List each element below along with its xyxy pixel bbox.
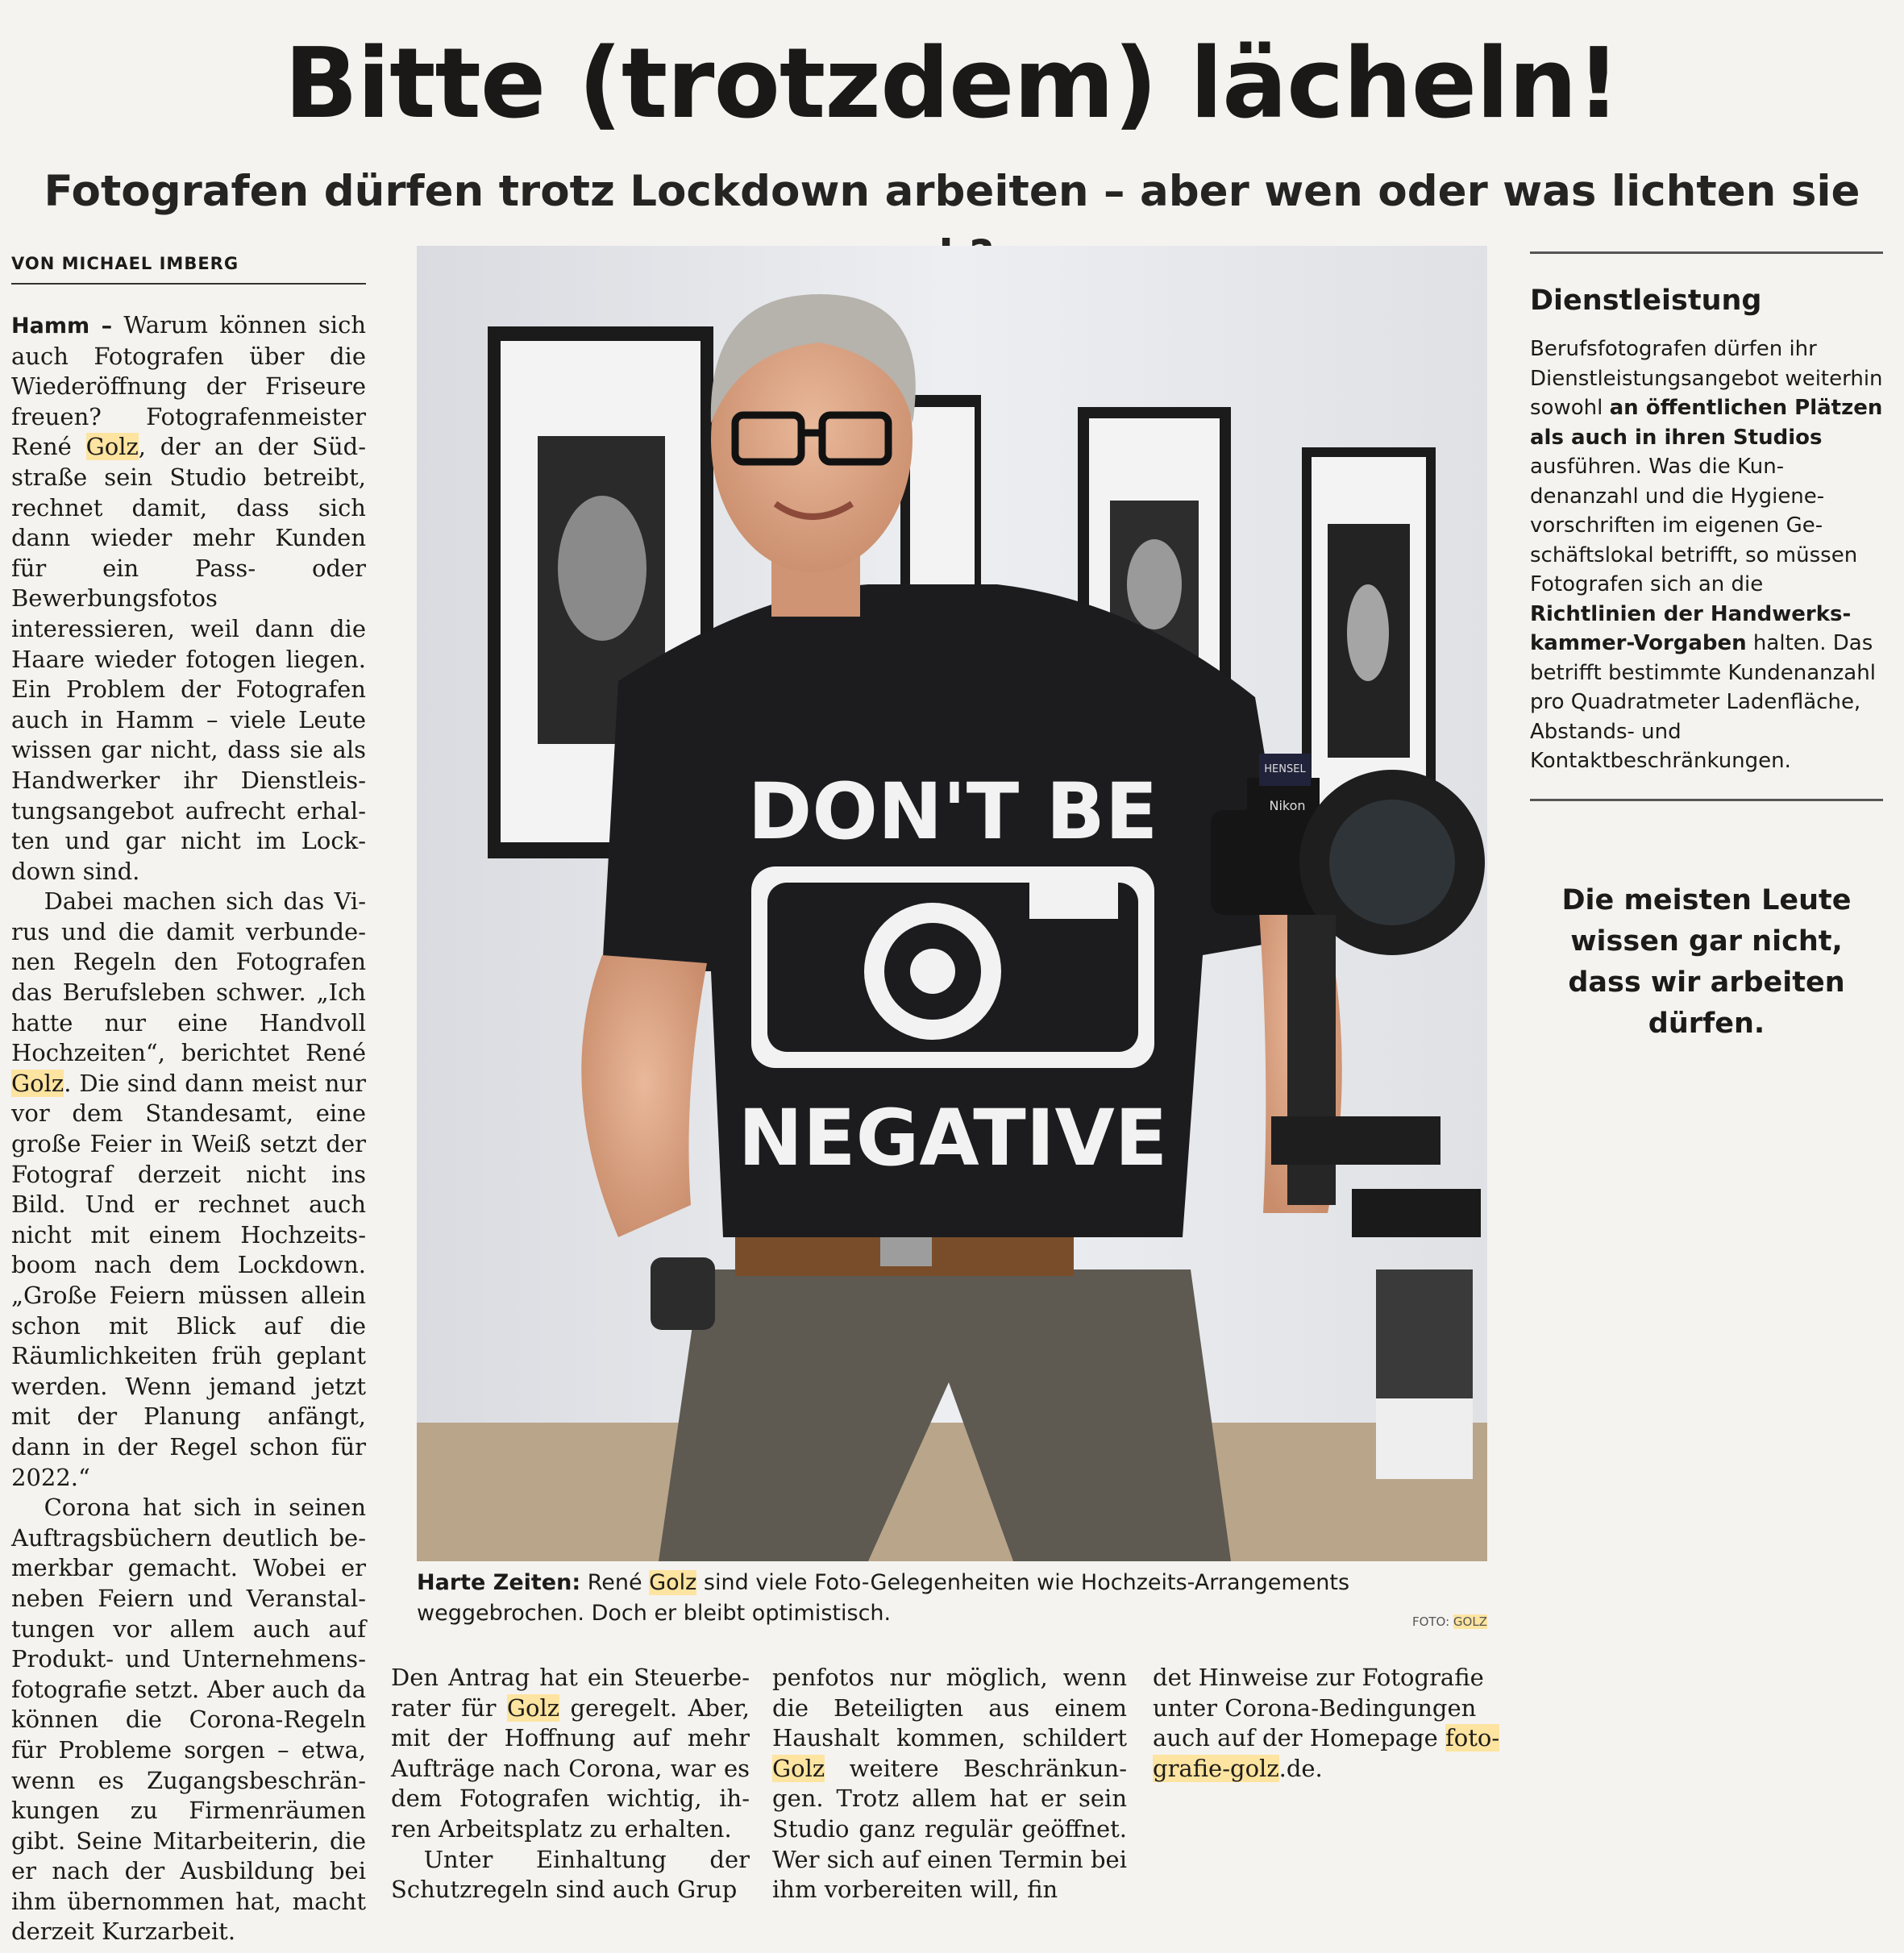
portrait-photo	[417, 246, 1487, 1561]
highlighted-name: GOLZ	[1453, 1614, 1487, 1629]
info-box-title: Dienstleistung	[1530, 285, 1762, 317]
article-paragraph-5-end	[1153, 1663, 1507, 1784]
photo-caption	[417, 1568, 1487, 1629]
article-paragraph-5: Unter Einhaltung der Schutzregeln sind auch Grup	[391, 1845, 750, 1904]
bin	[1376, 1390, 1473, 1479]
article-paragraph-1	[11, 310, 366, 887]
photo-credit	[1386, 1614, 1487, 1629]
text-span: ausführen. Was die Kundenanzahl und die Hygienevorschriften im eigenen Geschäftslokal betrifft, so müssen Fotografen sich an die	[1530, 455, 1858, 596]
pull-quote: Die meisten Leute wissen gar nicht, dass wir arbeiten dürfen.	[1561, 884, 1852, 1040]
flash-brand-label: HENSEL	[1264, 763, 1306, 775]
camera-graphic-icon	[751, 866, 1154, 1068]
dateline: Hamm –	[11, 314, 113, 339]
bold-text: an öffentlichen Plätzen als auch in ihren Studios	[1530, 396, 1883, 450]
text-span: , der an der Südstraße sein Studio betreibt, rechnet damit, dass sich dann wieder mehr Kunden für ein Pass- oder Bewerbungsfotos interessieren, weil dann die Haare wieder fotogen liegen. Ein Problem der Fotografen auch in Hamm – viele Leute wissen gar nicht, dass sie als Handwerker ihr Dienstleistungsangebot aufrecht erhalten und gar nicht im Lockdown sind.	[11, 433, 366, 885]
text-span: penfotos nur möglich, wenn die Beteiligten aus einem Haushalt kommen, schildert	[772, 1664, 1127, 1752]
text-span: Berufsfotografen dürfen ihr Dienstleistungsangebot weiterhin sowohl	[1530, 337, 1883, 420]
article-column-3	[772, 1663, 1127, 1905]
photo-illustration	[417, 246, 1487, 1561]
article-column-2	[391, 1663, 750, 1905]
shirt-print-line2: NEGATIVE	[738, 1093, 1168, 1183]
text-span: FOTO:	[1411, 1614, 1453, 1629]
text-span: geregelt. Aber, mit der Hoffnung auf mehr Aufträge nach Corona, war es dem Fotografen wichtig, ihren Arbeitsplatz zu erhalten.	[391, 1693, 750, 1843]
text-span: .de.	[1278, 1754, 1323, 1782]
article-column-4	[1153, 1663, 1507, 1784]
article-paragraph-3: Corona hat sich in seinen Auftragsbüchern deutlich bemerkbar gemacht. Wobei er neben Feiern und Veranstaltungen vor allem auch auf Produkt- und Unternehmensfotografie setzt. Aber auch da können die Corona-Regeln für Probleme sorgen – etwa, wenn es Zugangsbeschränkungen zu Firmenräumen gibt. Seine Mitarbeiterin, die er nach der Ausbildung bei ihm übernommen hat, macht derzeit Kurzarbeit.	[11, 1494, 366, 1946]
info-box	[1530, 251, 1883, 801]
caption-lead: Harte Zeiten:	[417, 1570, 581, 1595]
text-span: René	[580, 1570, 650, 1595]
article-paragraph-4	[391, 1663, 750, 1845]
article-column-1	[11, 310, 366, 1947]
text-span: weitere Beschränkungen. Trotz allem hat er sein Studio ganz regulär geöffnet. Wer sich auf einen Termin bei ihm vorbereiten will, fin	[772, 1754, 1127, 1904]
highlighted-name: Golz	[506, 1693, 560, 1722]
shirt-print-line1: DON'T BE	[747, 767, 1158, 857]
text-span: Dabei machen sich das Virus und die damit verbundenen Regeln den Fotografen das Berufsleben schwer. „Ich hatte nur eine Handvoll Hochzeiten“, berichtet René	[11, 887, 366, 1067]
highlighted-name: Golz	[11, 1069, 64, 1097]
text-span: . Die sind dann meist nur vor dem Standesamt, eine große Feier in Weiß setzt der Fotograf derzeit nicht ins Bild. Und er rechnet auch nicht mit einem Hochzeitsboom nach dem Lockdown. „Große Feiern müssen allein schon mit Blick auf die Räumlichkeiten früh geplant werden. Wenn jemand jetzt mit der Planung anfängt, dann in der Regel schon für 2022.“	[11, 1069, 366, 1491]
article-paragraph-5-cont	[772, 1663, 1127, 1905]
highlighted-name: Golz	[772, 1754, 825, 1782]
camera-brand-label: Nikon	[1269, 798, 1306, 813]
text-span: halten. Das betrifft bestimmte Kundenanzahl pro Quadratmeter Ladenfläche, Abstands- und Kontaktbeschränkungen.	[1530, 631, 1876, 773]
text-span: sind viele Foto-Gelegenheiten wie Hochzeits-Arrangements weggebrochen. Doch er bleibt optimistisch.	[417, 1570, 1350, 1626]
homepage-link[interactable]: fotografie-golz	[1153, 1724, 1500, 1782]
bold-text: Richtlinien der Handwerkskammer-Vorgaben	[1530, 601, 1852, 655]
wristwatch	[651, 1257, 715, 1330]
info-box-text	[1530, 335, 1883, 776]
text-span: Den Antrag hat ein Steuerberater für	[391, 1664, 750, 1722]
text-span: Warum können sich auch Fotografen über die Wiederöffnung der Friseure freuen? Fotografenmeister René	[11, 311, 366, 461]
author-byline: VON MICHAEL IMBERG	[11, 254, 366, 285]
text-span: det Hinweise zur Fotografie unter Corona-Bedingungen auch auf der Homepage	[1153, 1664, 1484, 1752]
highlighted-name: Golz	[649, 1570, 697, 1595]
article-paragraph-2	[11, 887, 366, 1493]
headline: Bitte (trotzdem) lächeln!	[284, 28, 1620, 140]
subheadline: Fotografen dürfen trotz Lockdown arbeiten – aber wen oder was lichten sie	[44, 167, 1860, 216]
highlighted-name: Golz	[85, 433, 139, 461]
